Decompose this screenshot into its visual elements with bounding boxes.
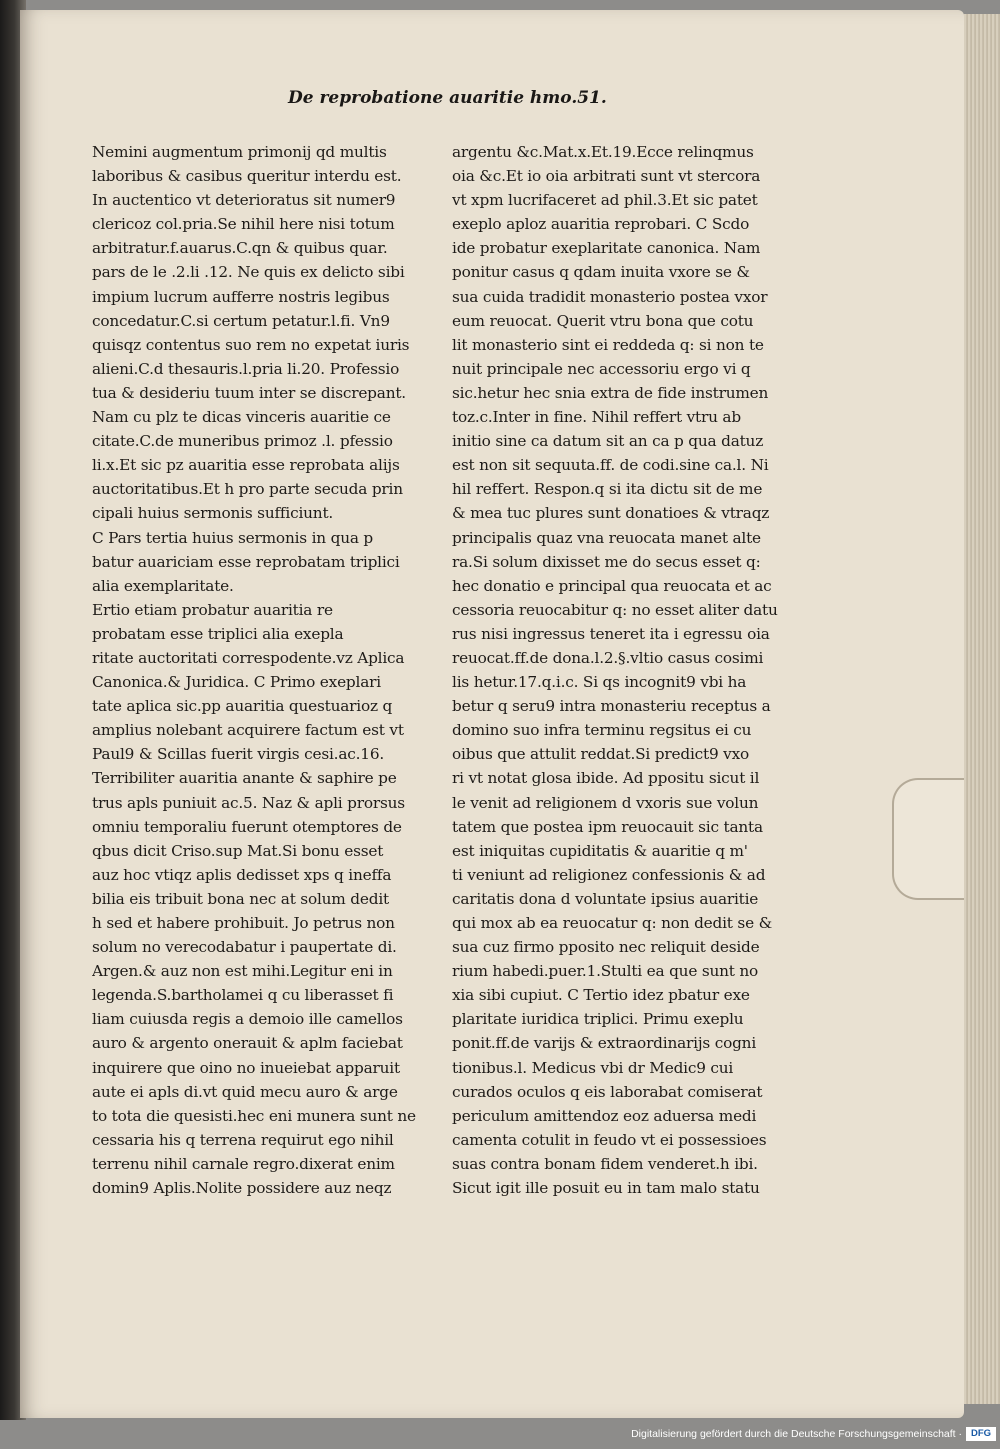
text-line: argentu &c.Mat.x.Et.19.Ecce relinqmus (452, 143, 754, 161)
text-line: plaritate iuridica triplici. Primu exeplu (452, 1010, 744, 1029)
text-line: pars de le .2.li .12. Ne quis ex delicto sibi (92, 263, 405, 282)
text-line: le venit ad religionem d vxoris sue volun (452, 793, 759, 812)
book-page (20, 10, 964, 1418)
text-line: cessoria reuocabitur q: no esset aliter datu (452, 600, 778, 619)
text-line: alieni.C.d thesauris.l.pria li.20. Professio (92, 359, 400, 378)
text-line: amplius nolebant acquirere factum est vt (92, 721, 404, 740)
text-line: curados oculos q eis laborabat comiserat (452, 1082, 763, 1101)
text-line: cipali huius sermonis sufficiunt. (92, 504, 334, 523)
text-line: rium habedi.puer.1.Stulti ea que sunt no (452, 962, 759, 981)
text-line: tate aplica sic.pp auaritia questuarioz q (92, 697, 393, 716)
text-line: & mea tuc plures sunt donatioes & vtraqz (452, 504, 770, 523)
text-line: sua cuida tradidit monasterio postea vxor (452, 287, 768, 306)
text-line: suas contra bonam fidem venderet.h ibi. (452, 1154, 758, 1173)
text-line: arbitratur.f.auarus.C.qn & quibus quar. (92, 239, 388, 258)
text-line: hil reffert. Respon.q si ita dictu sit de me (452, 480, 763, 499)
text-line: exeplo aploz auaritia reprobari. C Scdo (452, 215, 750, 234)
page-clip (892, 778, 964, 900)
text-line: alia exemplaritate. (92, 576, 234, 595)
text-line: In auctentico vt deterioratus sit numer9 (92, 191, 396, 210)
text-line: toz.c.Inter in fine. Nihil reffert vtru ab (452, 408, 741, 427)
text-column-right (452, 140, 792, 1200)
text-line: h sed et habere prohibuit. Jo petrus non (92, 914, 395, 932)
text-line: Nam cu plz te dicas vinceris auaritie ce (92, 408, 391, 427)
text-line: Canonica.& Juridica. C Primo exeplari (92, 673, 381, 692)
text-line: Sicut igit ille posuit eu in tam malo statu (452, 1179, 760, 1198)
text-line: solum no verecodabatur i paupertate di. (92, 938, 397, 957)
text-line: auro & argento onerauit & aplm faciebat (92, 1034, 403, 1053)
text-line: liam cuiusda regis a demoio ille camellos (92, 1010, 403, 1029)
text-line: quisqz contentus suo rem no expetat iuris (92, 335, 410, 354)
text-line: domino suo infra terminu regsitus ei cu (452, 721, 752, 740)
text-line: terrenu nihil carnale regro.dixerat enim (92, 1154, 395, 1173)
text-line: xia sibi cupiut. C Tertio idez pbatur exe (452, 986, 750, 1005)
text-line: tua & desideriu tuum inter se discrepant. (92, 383, 406, 402)
page-edges (960, 14, 1000, 1404)
text-line: hec donatio e principal qua reuocata et ac (452, 576, 772, 595)
text-line: ra.Si solum dixisset me do secus esset q: (452, 552, 761, 571)
text-line: qbus dicit Criso.sup Mat.Si bonu esset (92, 841, 384, 860)
text-line: C Pars tertia huius sermonis in qua p (92, 528, 374, 547)
text-line: li.x.Et sic pz auaritia esse reprobata alijs (92, 456, 400, 475)
text-line: cessaria his q terrena requirut ego nihil (92, 1130, 394, 1149)
text-column-left (92, 140, 432, 1200)
text-line: principalis quaz vna reuocata manet alte (452, 528, 761, 547)
text-line: impium lucrum aufferre nostris legibus (92, 287, 390, 306)
text-line: vt xpm lucrifaceret ad phil.3.Et sic patet (452, 191, 758, 210)
text-line: concedatur.C.si certum petatur.l.fi. Vn9 (92, 311, 390, 330)
text-line: ponit.ff.de varijs & extraordinarijs cogni (452, 1034, 757, 1053)
text-line: initio sine ca datum sit an ca p qua datuz (452, 432, 764, 451)
text-line: eum reuocat. Querit vtru bona que cotu (452, 311, 754, 330)
text-line: inquirere que oino no inueiebat apparuit (92, 1058, 400, 1077)
text-line: auctoritatibus.Et h pro parte secuda prin (92, 480, 403, 499)
text-line: trus apls puniuit ac.5. Naz & apli prorsus (92, 793, 405, 812)
text-line: camenta cotulit in feudo vt ei possessioes (452, 1130, 767, 1149)
text-line: laboribus & casibus queritur interdu est. (92, 167, 402, 186)
text-line: Terribiliter auaritia anante & saphire pe (92, 769, 397, 788)
text-line: domin9 Aplis.Nolite possidere auz neqz (92, 1179, 392, 1198)
text-line: sua cuz firmo pposito nec reliquit deside (452, 938, 760, 957)
text-line: probatam esse triplici alia exepla (92, 624, 344, 643)
text-line: periculum amittendoz eoz aduersa medi (452, 1106, 757, 1125)
text-line: oibus que attulit reddat.Si predict9 vxo (452, 745, 750, 764)
text-line: omniu temporaliu fuerunt otemptores de (92, 817, 402, 836)
dfg-logo: DFG (966, 1427, 996, 1441)
text-line: Ertio etiam probatur auaritia re (92, 600, 333, 619)
text-line: ritate auctoritati correspodente.vz Aplica (92, 648, 405, 667)
footer-bar (0, 1420, 1000, 1449)
text-line: lis hetur.17.q.i.c. Si qs incognit9 vbi ha (452, 673, 747, 692)
text-line: oia &c.Et io oia arbitrati sunt vt stercora (452, 167, 761, 186)
text-line: batur auariciam esse reprobatam triplici (92, 552, 400, 571)
text-line: legenda.S.bartholamei q cu liberasset fi (92, 986, 394, 1005)
text-line: sic.hetur hec snia extra de fide instrumen (452, 383, 769, 402)
running-head: De reprobatione auaritie hmo.51. (288, 88, 607, 108)
text-line: ti veniunt ad religionez confessionis & ad (452, 865, 766, 884)
text-line: Nemini augmentum primonij qd multis (92, 143, 387, 161)
text-line: betur q seru9 intra monasteriu receptus a (452, 697, 771, 716)
text-line: aute ei apls di.vt quid mecu auro & arge (92, 1082, 398, 1101)
text-line: tatem que postea ipm reuocauit sic tanta (452, 817, 763, 836)
text-line: clericoz col.pria.Se nihil here nisi totum (92, 215, 395, 234)
text-line: bilia eis tribuit bona nec at solum dedit (92, 889, 389, 908)
text-line: lit monasterio sint ei reddeda q: si non te (452, 335, 764, 354)
text-line: rus nisi ingressus teneret ita i egressu oia (452, 624, 770, 643)
text-line: tionibus.l. Medicus vbi dr Medic9 cui (452, 1058, 734, 1077)
text-line: est non sit sequuta.ff. de codi.sine ca.l. Ni (452, 456, 769, 475)
text-line: qui mox ab ea reuocatur q: non dedit se & (452, 914, 773, 932)
text-line: caritatis dona d voluntate ipsius auaritie (452, 889, 759, 908)
text-line: auz hoc vtiqz aplis dedisset xps q ineffa (92, 865, 392, 884)
text-line: citate.C.de muneribus primoz .l. pfessio (92, 432, 393, 451)
text-line: est iniquitas cupiditatis & auaritie q m' (452, 841, 748, 860)
text-line: to tota die quesisti.hec eni munera sunt ne (92, 1106, 416, 1125)
funding-credit: Digitalisierung gefördert durch die Deutsche Forschungsgemeinschaft · (631, 1428, 962, 1440)
text-line: Paul9 & Scillas fuerit virgis cesi.ac.16. (92, 745, 385, 764)
text-line: ide probatur exeplaritate canonica. Nam (452, 239, 761, 258)
text-line: Argen.& auz non est mihi.Legitur eni in (92, 962, 393, 981)
text-line: reuocat.ff.de dona.l.2.§.vltio casus cosimi (452, 648, 764, 667)
text-line: ri vt notat glosa ibide. Ad ppositu sicut il (452, 769, 760, 788)
text-line: ponitur casus q qdam inuita vxore se & (452, 263, 750, 282)
text-line: nuit principale nec accessoriu ergo vi q (452, 359, 751, 378)
